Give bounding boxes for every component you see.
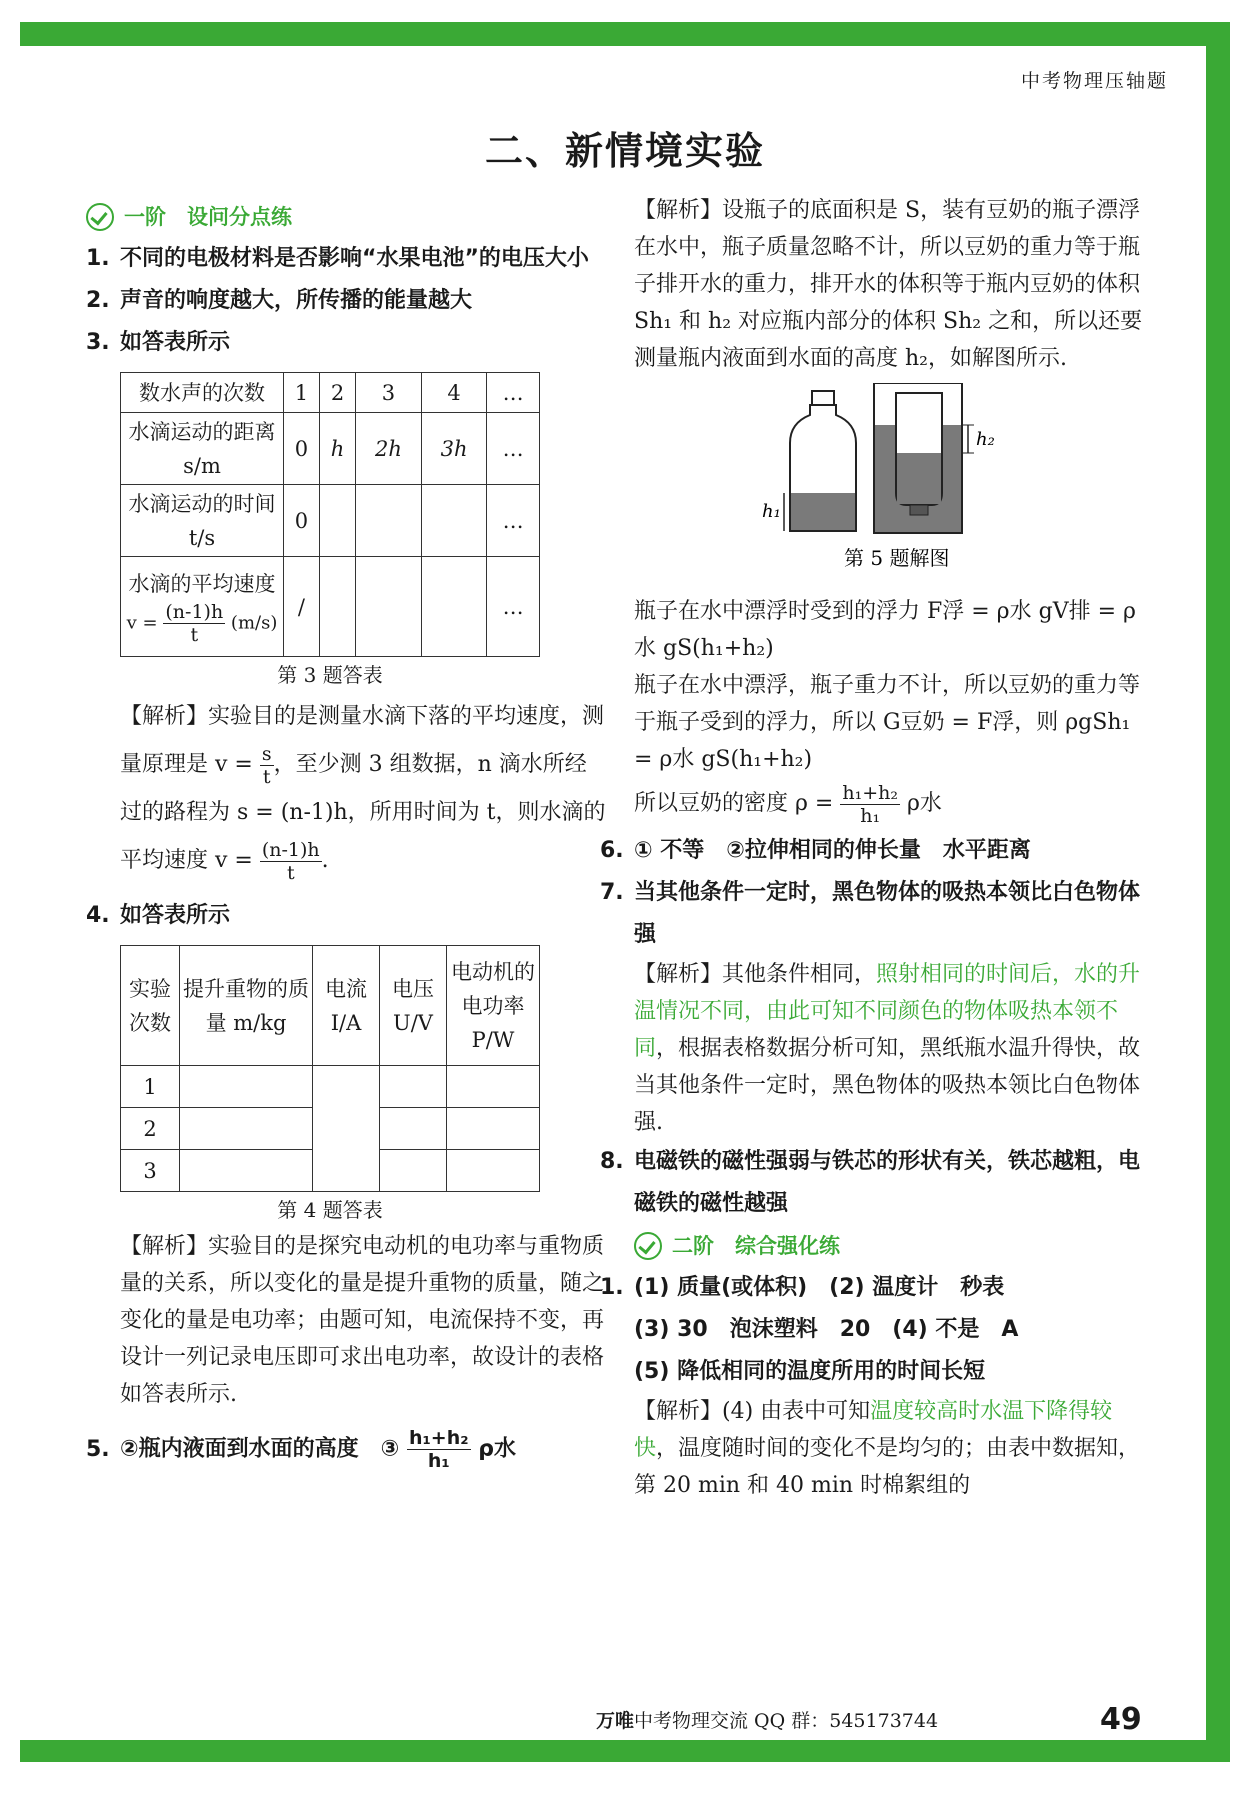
table3-cell: 水滴运动的距离 s/m (121, 413, 284, 485)
table3-cell: / (284, 557, 320, 657)
footer-text: 万唯中考物理交流 QQ 群：545173744 (596, 1710, 939, 1732)
table3-cell (319, 557, 355, 657)
table3-cell: 4 (421, 373, 487, 413)
section-heading-2: 二阶 综合强化练 (634, 1225, 1154, 1267)
table3-cell: … (487, 413, 540, 485)
left-column (86, 196, 606, 1472)
answer-6: 6. ① 不等 ②拉伸相同的伸长量 水平距离 (600, 838, 1031, 863)
section-heading-1: 一阶 设问分点练 (86, 196, 606, 238)
answer-2: 2. 声音的响度越大，所传播的能量越大 (86, 288, 473, 313)
figure-5-caption: 第 5 题解图 (844, 546, 950, 570)
answer-table-3 (120, 372, 540, 657)
analysis-5-part2: 瓶子在水中漂浮时受到的浮力 F浮 = ρ水 gV排 = ρ水 gS(h₁+h₂) (634, 599, 1136, 661)
table3-cell (319, 485, 355, 557)
table3-cell: … (487, 485, 540, 557)
table3-cell: 1 (284, 373, 320, 413)
table3-cell: 0 (284, 413, 320, 485)
h2-label: h₂ (976, 429, 995, 450)
table3-cell: h (319, 413, 355, 485)
table4-header: 电压 U/V (380, 946, 447, 1066)
table3-cell: 0 (284, 485, 320, 557)
table-3-caption: 第 3 题答表 (277, 663, 383, 687)
answer-8: 8. 电磁铁的磁性强弱与铁芯的形状有关，铁芯越粗，电磁铁的磁性越强 (600, 1149, 1141, 1216)
table3-cell: 2h (356, 413, 422, 485)
table4-cell: 2 (121, 1108, 180, 1150)
table3-cell: 3h (421, 413, 487, 485)
analysis-7: 【解析】其他条件相同，照射相同的时间后，水的升温情况不同，由此可知不同颜色的物体吸热本领不同，根据表格数据分析可知，黑纸瓶水温升得快，故当其他条件一定时，黑色物体的吸热本领比白色物体强. (634, 962, 1141, 1135)
answer-4: 4. 如答表所示 (86, 903, 231, 928)
table3-cell: 3 (356, 373, 422, 413)
table4-header: 提升重物的质量 m/kg (180, 946, 313, 1066)
page-frame-top (20, 22, 1230, 46)
page-frame-bottom (20, 1740, 1230, 1762)
analysis-5-part4: 所以豆奶的密度 ρ = $\frac{\text{h₁+h₂}}{\text{h₁}}$ ρ水 (634, 781, 942, 827)
figure-5 (634, 383, 1154, 593)
check-circle-icon (86, 203, 114, 231)
table3-cell (421, 557, 487, 657)
table4-header: 实验次数 (121, 946, 180, 1066)
right-column (600, 192, 1154, 1504)
table3-cell: 2 (319, 373, 355, 413)
answer-1: 1. 不同的电极材料是否影响“水果电池”的电压大小 (86, 246, 589, 271)
answer-3: 3. 如答表所示 (86, 330, 231, 355)
answer-7: 7. 当其他条件一定时，黑色物体的吸热本领比白色物体强 (600, 880, 1141, 947)
check-circle-icon (634, 1232, 662, 1260)
table4-header: 电动机的电功率 P/W (447, 946, 540, 1066)
analysis-5-part1: 【解析】设瓶子的底面积是 S，装有豆奶的瓶子漂浮在水中，瓶子质量忽略不计，所以豆奶的重力等于瓶子排开水的重力，排开水的体积等于瓶内豆奶的体积 Sh₁ 和 h₂ 对应瓶内部分的体积 Sh₂ 之和，所以还要测量瓶内液面到水面的高度 h₂，如解图所示. (634, 198, 1143, 371)
analysis-b1: 【解析】(4) 由表中可知温度较高时水温下降得较快，温度随时间的变化不是均匀的；由表中数据知，第 20 min 和 40 min 时棉絮组的 (634, 1399, 1141, 1498)
page-number: 49 (1100, 1702, 1142, 1737)
table3-cell (356, 557, 422, 657)
bottle-diagram (634, 383, 1154, 593)
table4-cell: 1 (121, 1066, 180, 1108)
answer-5: 5. ②瓶内液面到水面的高度 ③ $\frac{\text{h₁+h₂}}{\text{h₁}}$ ρ水 (86, 1427, 516, 1472)
header-tag: 中考物理压轴题 (1020, 70, 1168, 92)
table3-cell: 水滴运动的时间 t/s (121, 485, 284, 557)
analysis-5-part3: 瓶子在水中漂浮，瓶子重力不计，所以豆奶的重力等于瓶子受到的浮力，所以 G豆奶 = F浮，则 ρgSh₁ = ρ水 gS(h₁+h₂) (634, 673, 1141, 772)
page-frame-right (1206, 22, 1230, 1762)
table3-cell (356, 485, 422, 557)
table3-cell: … (487, 373, 540, 413)
table4-header: 电流 I/A (313, 946, 380, 1066)
table3-cell: 水滴的平均速度 v = $\frac{(n-1)h}{t}$ (m/s) (121, 557, 284, 657)
answer-b1: 1. (1) 质量(或体积) (2) 温度计 秒表 (3) 30 泡沫塑料 20 (4) 不是 A (5) 降低相同的温度所用的时间长短 (600, 1275, 1019, 1384)
table4-cell: 3 (121, 1150, 180, 1192)
h1-label: h₁ (762, 501, 781, 522)
analysis-3: 【解析】实验目的是测量水滴下落的平均速度，测量原理是 v = $\frac{s}{t}$ ，至少测 3 组数据，n 滴水所经过的路程为 s = (n-1)h，所用时间为 t，则水滴的平均速度 v = $\frac{(n-1)h}{t}$ . (120, 704, 606, 884)
table-4-caption: 第 4 题答表 (277, 1198, 383, 1222)
table3-cell: … (487, 557, 540, 657)
answer-table-4 (120, 945, 540, 1192)
page-title: 二、新情境实验 (484, 129, 765, 173)
analysis-4: 【解析】实验目的是探究电动机的电功率与重物质量的关系，所以变化的量是提升重物的质量，随之变化的量是电功率；由题可知，电流保持不变，再设计一列记录电压即可求出电功率，故设计的表格如答表所示. (120, 1234, 605, 1407)
table3-cell: 数水声的次数 (121, 373, 284, 413)
table3-cell (421, 485, 487, 557)
